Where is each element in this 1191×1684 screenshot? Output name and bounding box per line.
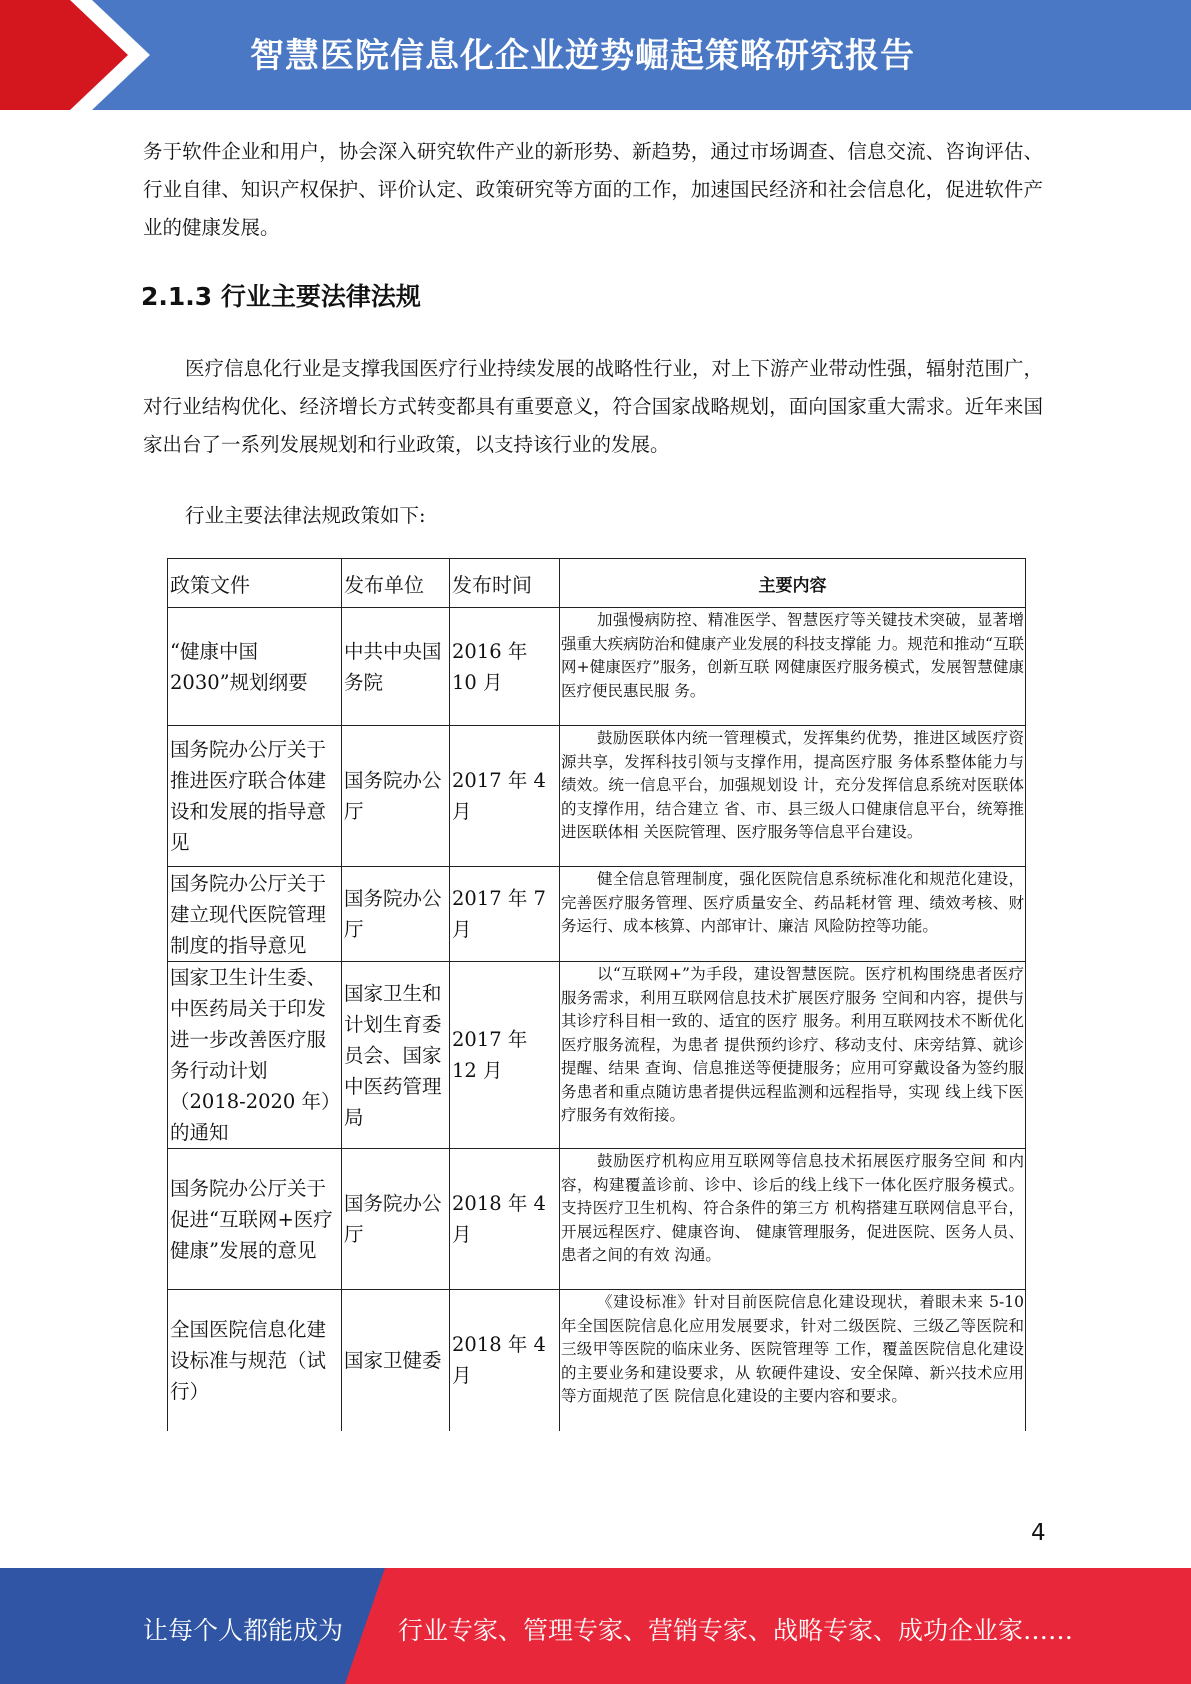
cell-date: 2018 年 4 月 [450, 1149, 560, 1290]
cell-policy-document: 国务院办公厅关于建立现代医院管理制度的指导意见 [168, 867, 342, 962]
table-row [168, 608, 1026, 726]
content-text: 鼓励医疗机构应用互联网等信息技术拓展医疗服务空间 和内容，构建覆盖诊前、诊中、诊后的线上线下一体化医疗服务模式。支持医疗卫生机构、符合条件的第三方 机构搭建互联网信息平台，开展远程医疗、健康咨询、 健康管理服务，促进医院、医务人员、患者之间的有效 沟通。 [561, 1152, 1024, 1264]
table-row [168, 867, 1026, 962]
cell-date: 2017 年 12 月 [450, 962, 560, 1149]
table-row [168, 1290, 1026, 1431]
policy-table [167, 558, 1026, 1431]
table-intro: 行业主要法律法规政策如下: [185, 504, 426, 527]
table-row [168, 726, 1026, 867]
cell-main-content [560, 962, 1026, 1149]
page-header [0, 0, 1191, 110]
report-title: 智慧医院信息化企业逆势崛起策略研究报告 [250, 36, 915, 76]
cell-issuer: 国务院办公厅 [342, 1149, 450, 1290]
cell-issuer: 国家卫健委 [342, 1290, 450, 1431]
table-header-row [168, 559, 1026, 608]
content-text: 《建设标准》针对目前医院信息化建设现状，着眼未来 5-10 年全国医院信息化应用发展要求，针对二级医院、三级乙等医院和三级甲等医院的临床业务、医院管理等 工作，覆盖医院信息化建设的主要业务和建设要求，从 软硬件建设、安全保障、新兴技术应用等方面规范了医 院信息化建设的主要内容和要求。 [561, 1293, 1024, 1405]
cell-issuer: 国家卫生和计划生育委员会、国家中医药管理局 [342, 962, 450, 1149]
header-date: 发布时间 [450, 559, 560, 608]
footer-slogan-right: 行业专家、管理专家、营销专家、战略专家、成功企业家…… [398, 1616, 1074, 1645]
header-issuer: 发布单位 [342, 559, 450, 608]
page-footer [0, 1568, 1191, 1684]
content-text: 以“互联网+”为手段，建设智慧医院。医疗机构围绕患者医疗服务需求，利用互联网信息技术扩展医疗服务 空间和内容，提供与其诊疗科目相一致的、适宜的医疗 服务。利用互联网技术不断优化医疗服务流程，为患者 提供预约诊疗、移动支付、床旁结算、就诊提醒、结果 查询、信息推送等便捷服务；应用可穿戴设备为签约服 务患者和重点随访患者提供远程监测和远程指导，实现 线上线下医疗服务有效衔接。 [561, 965, 1024, 1124]
cell-main-content [560, 608, 1026, 726]
cell-issuer: 国务院办公厅 [342, 726, 450, 867]
header-main-content: 主要内容 [560, 559, 1026, 608]
intro-paragraph: 务于软件企业和用户，协会深入研究软件产业的新形势、新趋势，通过市场调查、信息交流、咨询评估、行业自律、知识产权保护、评价认定、政策研究等方面的工作，加速国民经济和社会信息化，促进软件产业的健康发展。 [143, 140, 1043, 239]
content-text: 鼓励医联体内统一管理模式，发挥集约优势，推进区域医疗资源共享，发挥科技引领与支撑作用，提高医疗服 务体系整体能力与绩效。统一信息平台，加强规划设 计，充分发挥信息系统对医联体的支撑作用，结合建立 省、市、县三级人口健康信息平台，统筹推进医联体相 关医院管理、医疗服务等信息平台建设。 [561, 729, 1024, 841]
cell-policy-document: “健康中国 2030”规划纲要 [168, 608, 342, 726]
table-row [168, 1149, 1026, 1290]
cell-main-content [560, 726, 1026, 867]
cell-policy-document: 全国医院信息化建设标准与规范（试行） [168, 1290, 342, 1431]
cell-date: 2017 年 7 月 [450, 867, 560, 962]
cell-date: 2018 年 4 月 [450, 1290, 560, 1431]
cell-issuer: 国务院办公厅 [342, 867, 450, 962]
section-paragraph: 医疗信息化行业是支撑我国医疗行业持续发展的战略性行业，对上下游产业带动性强，辐射范围广，对行业结构优化、经济增长方式转变都具有重要意义，符合国家战略规划，面向国家重大需求。近年来国家出台了一系列发展规划和行业政策，以支持该行业的发展。 [143, 357, 1044, 456]
cell-date: 2017 年 4 月 [450, 726, 560, 867]
cell-main-content [560, 1149, 1026, 1290]
section-heading: 2.1.3 行业主要法律法规 [141, 282, 421, 311]
table-row [168, 962, 1026, 1149]
header-policy-document: 政策文件 [168, 559, 342, 608]
cell-policy-document: 国家卫生计生委、中医药局关于印发进一步改善医疗服务行动计划（2018-2020 年）的通知 [168, 962, 342, 1149]
cell-policy-document: 国务院办公厅关于促进“互联网+医疗健康”发展的意见 [168, 1149, 342, 1290]
content-text: 健全信息管理制度，强化医院信息系统标准化和规范化建设，完善医疗服务管理、医疗质量安全、药品耗材管 理、绩效考核、财务运行、成本核算、内部审计、廉洁 风险防控等功能。 [561, 870, 1024, 935]
cell-issuer: 中共中央国务院 [342, 608, 450, 726]
cell-main-content [560, 1290, 1026, 1431]
cell-date: 2016 年 10 月 [450, 608, 560, 726]
cell-policy-document: 国务院办公厅关于推进医疗联合体建设和发展的指导意见 [168, 726, 342, 867]
page-number: 4 [1031, 1520, 1046, 1546]
content-text: 加强慢病防控、精准医学、智慧医疗等关键技术突破，显著增强重大疾病防治和健康产业发展的科技支撑能 力。规范和推动“互联网+健康医疗”服务，创新互联 网健康医疗服务模式，发展智慧健康医疗便民惠民服 务。 [561, 611, 1024, 700]
footer-slogan-left: 让每个人都能成为 [143, 1616, 344, 1645]
cell-main-content [560, 867, 1026, 962]
